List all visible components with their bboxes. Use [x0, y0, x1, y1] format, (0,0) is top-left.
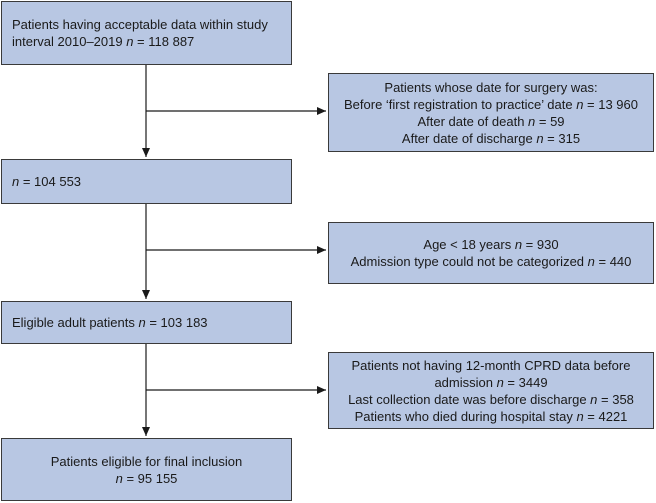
line: n = 104 553 [12, 174, 82, 189]
line: After date of death n = 59 [417, 113, 565, 129]
box-after-surgery-exclusion [1, 159, 292, 204]
line: Patients eligible for final inclusion [50, 453, 243, 469]
box-exclusion-surgery-date [328, 73, 654, 152]
line: Last collection date was before discharge n = 358 [348, 391, 634, 407]
line: Eligible adult patients n = 103 183 [12, 315, 208, 330]
line: Patients not having 12-month CPRD data before [351, 357, 631, 373]
box-study-population [1, 1, 292, 65]
box-eligible-adults [1, 301, 292, 344]
line: Patients having acceptable data within study [12, 17, 268, 32]
line: After date of discharge n = 315 [401, 130, 581, 146]
line: admission n = 3449 [434, 374, 548, 390]
line: Admission type could not be categorized n = 440 [350, 254, 632, 269]
line: n = 95 155 [115, 470, 178, 486]
line: Before ‘first registration to practice’ date n = 13 960 [344, 96, 638, 112]
line: interval 2010–2019 n = 118 887 [12, 34, 195, 49]
box-exclusion-age-admission [328, 222, 654, 284]
line: Age < 18 years n = 930 [423, 237, 559, 252]
box-final-inclusion [1, 438, 292, 501]
box-exclusion-cprd-data [328, 352, 654, 429]
line: Patients whose date for surgery was: [384, 79, 598, 95]
line: Patients who died during hospital stay n = 4221 [354, 408, 628, 424]
